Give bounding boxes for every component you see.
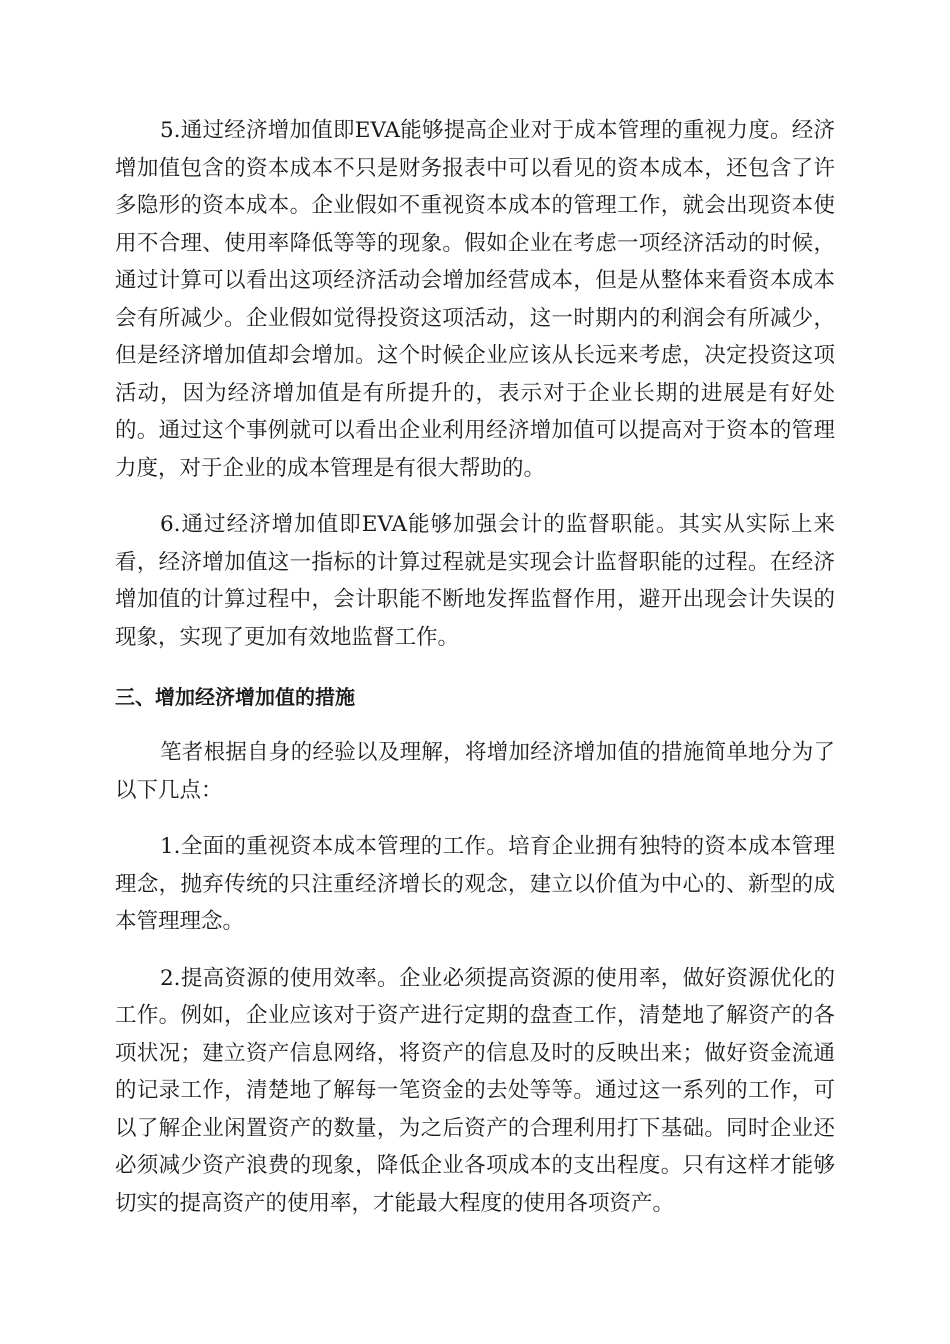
paragraph-measure-1: 1.全面的重视资本成本管理的工作。培育企业拥有独特的资本成本管理理念，抛弃传统的只注重经济增长的观念，建立以价值为中心的、新型的成本管理理念。 — [115, 834, 835, 934]
paragraph-eva-supervision: 6.通过经济增加值即EVA能够加强会计的监督职能。其实从实际上来看，经济增加值这一指标的计算过程就是实现会计监督职能的过程。在经济增加值的计算过程中，会计职能不断地发挥监督作用，避开出现会计失误的现象，实现了更加有效地监督工作。 — [115, 512, 835, 650]
paragraph-measure-2: 2.提高资源的使用效率。企业必须提高资源的使用率，做好资源优化的工作。例如，企业应该对于资产进行定期的盘查工作，清楚地了解资产的各项状况；建立资产信息网络，将资产的信息及时的反映出来；做好资金流通的记录工作，清楚地了解每一笔资金的去处等等。通过这一系列的工作，可以了解企业闲置资产的数量，为之后资产的合理利用打下基础。同时企业还必须减少资产浪费的现象，降低企业各项成本的支出程度。只有这样才能够切实的提高资产的使用率，才能最大程度的使用各项资产。 — [115, 965, 835, 1216]
paragraph-eva-cost-management: 5.通过经济增加值即EVA能够提高企业对于成本管理的重视力度。经济增加值包含的资本成本不只是财务报表中可以看见的资本成本，还包含了许多隐形的资本成本。企业假如不重视资本成本的管理工作，就会出现资本使用不合理、使用率降低等等的现象。假如企业在考虑一项经济活动的时候，通过计算可以看出这项经济活动会增加经营成本，但是从整体来看资本成本会有所减少。企业假如觉得投资这项活动，这一时期内的利润会有所减少，但是经济增加值却会增加。这个时候企业应该从长远来考虑，决定投资这项活动，因为经济增加值是有所提升的，表示对于企业长期的进展是有好处的。通过这个事例就可以看出企业利用经济增加值可以提高对于资本的管理力度，对于企业的成本管理是有很大帮助的。 — [115, 118, 835, 481]
section-heading: 三、增加经济增加值的措施 — [115, 685, 355, 709]
paragraph-intro-measures: 笔者根据自身的经验以及理解，将增加经济增加值的措施简单地分为了以下几点： — [115, 740, 835, 803]
